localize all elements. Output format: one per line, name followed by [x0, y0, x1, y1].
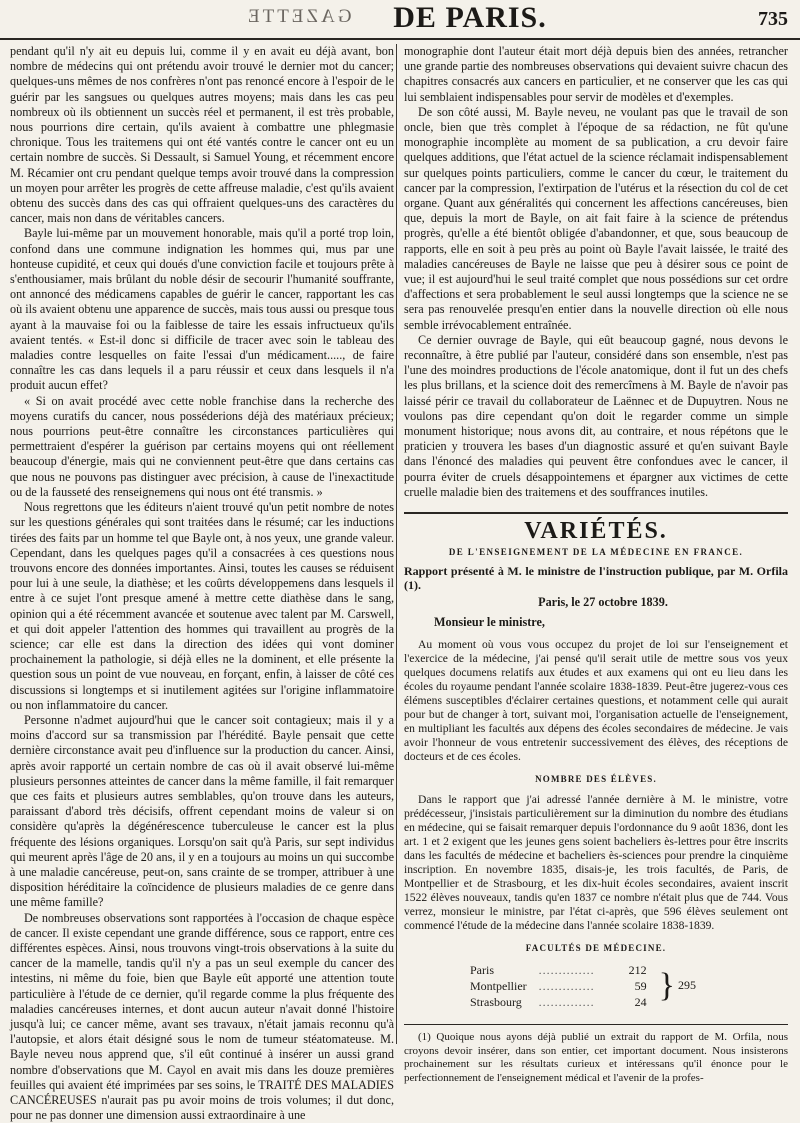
body-paragraph: pendant qu'il n'y ait eu depuis lui, comme il y en avait eu déjà avant, bon nombre de médecins qui ont prétendu avoir trouvé le dernier mot du cancer; quelques-uns mêmes de nos confrères n'ont pas renoncé encore à l'espoir de le guérir par les sangsues ou quelques autres moyens; mais dans les cas peu nombreux où ils obtiennent un succès réel et permanent, il est très probable, nous pourrions dire certain, qu'ils avaient à combattre une phlegmasie chronique. Tous les traitemens qui ont été vantés contre le cancer ont eu un certain nombre de succès. Si Dessault, si Samuel Young, et récemment encore M. Récamier ont cru pendant quelque temps avoir trouvé dans la compression un moyen pour arrêter les progrès de cette affreuse maladie, c'est qu'ils avaient obtenu des succès dans des cas qui offraient quelques-uns des caractères du cancer, mais non dans de véritables cancers.: [10, 44, 394, 226]
leader-dots: ..............: [538, 963, 595, 978]
body-paragraph: Dans le rapport que j'ai adressé l'année dernière à M. le ministre, votre prédécesseur, j'insistais particulièrement sur la diminution du nombre des étudians en médecine, qui se faisait remarquer depuis l'ordonnance du 9 août 1836, dont les art. 1 et 2 exigent que les jeunes gens soient bacheliers ès-lettres pour être inscrits dans les facultés de médecine et bacheliers ès-sciences pour prendre la cinquième inscription. En novembre 1835, disais-je, les trois facultés, de Paris, de Montpellier et de Strasbourg, et les dix-huit écoles secondaires, avaient inscrit 1522 élèves nouveaux, tandis qu'en 1837 ce nombre n'était plus que de 744. Vous verrez, monsieur le ministre, par l'état ci-après, que 596 élèves seulement ont commencé l'étude de la médecine dans l'année scolaire 1838-1839.: [404, 793, 788, 933]
total-cell: [653, 962, 702, 1010]
column-divider: [396, 44, 397, 1044]
section-title: VARIÉTÉS.: [524, 518, 668, 545]
footnote: (1) Quoique nous ayons déjà publié un extrait du rapport de M. Orfila, nous croyons devoir insérer, dans son entier, cet important document. Nous insisterons prochainement sur les résultats curieux et intéressans qu'il énonce pour le perfectionnement de l'enseignement médical et l'avenir de la profes-: [404, 1031, 788, 1084]
dateline: Paris, le 27 octobre 1839.: [538, 594, 668, 609]
faculty-count: 59: [634, 979, 647, 994]
body-paragraph: Ce dernier ouvrage de Bayle, qui eût beaucoup gagné, nous devons le reconnaître, à être publié par l'auteur, considéré dans son ensemble, n'est pas l'une des moindres productions de l'école anatomique, dont il fut un des chefs les plus brillans, et la science doit des remercîmens à M. Bayle de n'avoir pas laissé périr ce travail du collaborateur de Laënnec et de Dupuytren. Nous ne voulons pas dire cependant qu'on doit le regarder comme un simple monument historique; nous avons dit, au contraire, et nous répétons que le praticien y trouvera les bases d'un diagnostic assuré et qu'en suivant Bayle dans l'énoncé des maladies qui peuvent être confondues avec le cancer, il pourra éviter de cruels désappointemens et épargner aux victimes de cette cruelle maladie bien des traitemens et des souffrances inutiles.: [404, 332, 788, 499]
masthead-bleedthrough-title: GAZETTE: [245, 6, 352, 27]
report-heading: Rapport présenté à M. le ministre de l'instruction publique, par M. Orfila (1).: [404, 563, 788, 592]
table-row: [464, 962, 702, 978]
body-paragraph: Au moment où vous vous occupez du projet de loi sur l'enseignement et l'exercice de la médecine, j'ai pensé qu'il serait utile de mettre sous vos yeux quelques documens relatifs aux études et aux examens qui ont eu lieu dans les écoles du royaume pendant l'année scolaire 1838-1839. Peut-être jugerez-vous ces élémens susceptibles d'éclairer certaines questions, et notamment celle qui aurait pour but de changer à tort, suivant moi, l'organisation actuelle de l'enseignement, en multipliant les facultés aux dépens des écoles secondaires de médecine. Je vais avoir l'honneur de vous entretenir successivement des élèves, des réceptions de docteurs et de ces écoles.: [404, 637, 788, 763]
brace-glyph: }: [658, 967, 675, 1005]
subhead-nombre-eleves: NOMBRE DES ÉLÈVES.: [535, 773, 657, 784]
body-paragraph: Nous regrettons que les éditeurs n'aient trouvé qu'un petit nombre de notes sur les questions générales qui sont traitées dans le résumé; car les inductions tirées des faits par un homme tel que Bayle ont, à nos yeux, une grande valeur. Cependant, dans les quelques pages qu'il a consacrées à ces questions nous trouvons encore des données importantes. Ainsi, toutes les causes se réduisent pour lui à une seule, la diathèse; et les coûrts développemens dans lesquels il entre à ce sujet l'ont presque amené à mettre cette diathèse dans le sang, opinion qui a été récemment avancée et soutenue avec talent par M. Carswell, et qui doit appeler l'attention des hommes qui travaillent au progrès de la science; car elle est dans la direction des idées qui vont dominer prochainement la pathologie, si déjà elles ne la dominent, et elle présente la question sous un point de vue nouveau, en forçant, enfin, à laisser de côté ces discussions si longtemps et si inutilement agitées sur l'origine inflammatoire ou non inflammatoire du cancer.: [10, 500, 394, 712]
body-paragraph: De nombreuses observations sont rapportées à l'occasion de chaque espèce de cancer. Il existe cependant une grande différence, sous ce rapport, entre ces différentes espèces. Ainsi, nous trouvons vingt-trois observations à la suite du cancer de la mamelle, tandis qu'il n'y a pas un seul exemple du cancer des intestins, ni même du foie, bien que Bayle eût apporté une attention toute particulière à l'étude de ce dernier, qu'il regarde comme la plus fréquente des maladies cancéreuses internes, et dont aucun auteur n'avait donné l'histoire jusqu'à lui; ce cancer même, avant ses travaux, n'était jamais reconnu qu'à l'autopsie, et alors était désigné sous le nom de tumeur stéatomateuse. M. Bayle neveu nous apprend que, s'il eût continué à insérer un aussi grand nombre d'observations que M. Cayol en avait mis dans les douze premières feuilles qui avaient été imprimées par ses soins, le TRAITÉ DES MALADIES CANCÉREUSES n'aurait pas pu avoir moins de trois volumes; il dut donc, pour ne pas donner une dimension aussi extraordinaire à une: [10, 910, 394, 1123]
faculty-name: Strasbourg: [470, 995, 522, 1010]
subhead-facultes: FACULTÉS DE MÉDECINE.: [525, 943, 667, 954]
left-column: [10, 44, 394, 1123]
body-paragraph: Bayle lui-même par un mouvement honorable, mais qu'il a porté trop loin, confond dans une commune indignation les hommes qui, mus par une honteuse cupidité, et ceux qui doués d'une conviction facile et toujours prête à s'enthousiamer, mais brûlant du noble désir de secourir l'humanité souffrante, ont annoncé des médicamens capables de guérir le cancer, rapportant les cas où ils avaient obtenu une apparence de succès, mais tous aussi ou presque tous ayant à la mauvaise foi ou la faiblesse de taire les essais infructueux qu'ils avaient tentés. « Est-il donc si difficile de tracer avec soin le tableau des maladies contre lesquelles on faite l'essai d'un médicament....., de faire connaître les cas dans lequels il a paru réussir et ceux dans lesquels il n'a produit aucun effet?: [10, 226, 394, 393]
salutation: Monsieur le ministre,: [434, 614, 545, 629]
faculty-name: Paris: [470, 963, 494, 978]
body-paragraph: De son côté aussi, M. Bayle neveu, ne voulant pas que le travail de son oncle, bien que très complet à l'époque de sa rédaction, ne fût qu'une monographie incomplète au moment de sa publication, a cru devoir faire quelques additions, que l'état actuel de la science réclamait indispensablement sur quelques points particuliers, comme le cancer du cœur, le traitement du cancer par la compression, l'extirpation de l'utérus et la résection du col de cet organe. Quant aux généralités qui concernent les affections cancéreuses, bien que, depuis la mort de Bayle, on ait fait faire à la science de prétendus progrès, qu'elle a été bientôt obligée d'abandonner, et que, sous beaucoup de rapports, elle en soit à peu près au point où Bayle l'avait laissée, le traité des maladies cancéreuses de Bayle ne laisse que peu à désirer sous ce point de vue; il est aujourd'hui le seul traité complet que nous possédions sur cet ordre d'affections et sera probablement le seul aussi longtemps que la science ne se sera pas renouvelée presqu'en entier dans la nouvelle direction où elle nous semble irrévocablement entraînée.: [404, 104, 788, 332]
masthead: [0, 0, 800, 40]
leader-dots: ..............: [538, 995, 595, 1010]
leader-dots: ..............: [538, 979, 595, 994]
body-paragraph: monographie dont l'auteur était mort déjà depuis bien des années, retrancher une grande partie des nombreuses observations qui devaient suivre chacun des chapitres consacrés aux cancers en particulier, et ne conserver que les cas qui lui semblaient indispensables pour servir de modèles et d'exemples.: [404, 44, 788, 104]
faculty-count: 24: [634, 995, 647, 1010]
facultes-table: [464, 962, 702, 1010]
body-paragraph: « Si on avait procédé avec cette noble franchise dans la recherche des moyens curatifs du cancer, nous posséderions déjà des matériaux précieux; nous pourrions peut-être connaître les circonstances particulières qui permettraient d'espérer la guérison par certains moyens qui ont réellement beaucoup d'énergie, mais qui ne conviennent peut-être que dans certains cas que nous ne pouvons pas distinguer avec précision, à cause de l'inexactitude ou de la fausseté des renseignemens qui nous ont été transmis. »: [10, 393, 394, 499]
faculty-name: Montpellier: [470, 979, 527, 994]
section-subtitle: DE L'ENSEIGNEMENT DE LA MÉDECINE EN FRANCE.: [448, 547, 744, 558]
right-column: [404, 44, 788, 1084]
masthead-title: DE PARIS.: [393, 1, 547, 34]
faculty-count: 212: [628, 963, 647, 978]
section-divider: [404, 512, 788, 514]
page-number: 735: [758, 8, 788, 30]
body-paragraph: Personne n'admet aujourd'hui que le cancer soit contagieux; mais il y a moins d'accord sur sa transmission par l'hérédité. Bayle pensait que cette dernière circonstance avait peu d'influence sur la production du cancer. Ainsi, après avoir rapporté un certain nombre de cas où il avait observé lui-même plusieurs personnes atteintes de cancer dans la même famille, il fait remarquer que ces faits et plusieurs autres semblables, qu'on trouve dans les auteurs, paraissant d'abord très décisifs, offrent cependant moins de valeur si on considère qu'après la dégénérescence tuberculeuse le cancer est la plus fréquente des lésions organiques. Lorsqu'on sait qu'à Paris, sur sept individus qui meurent après l'âge de 20 ans, il y en a toujours au moins un qui succombe à une maladie cancéreuse, peut-on, sans crainte de se tromper, attribuer à une disposition héréditaire la coïncidence de plusieurs maladies de ce genre dans une même famille?: [10, 712, 394, 910]
faculties-total: 295: [677, 978, 696, 993]
footnote-divider: [404, 1024, 788, 1025]
